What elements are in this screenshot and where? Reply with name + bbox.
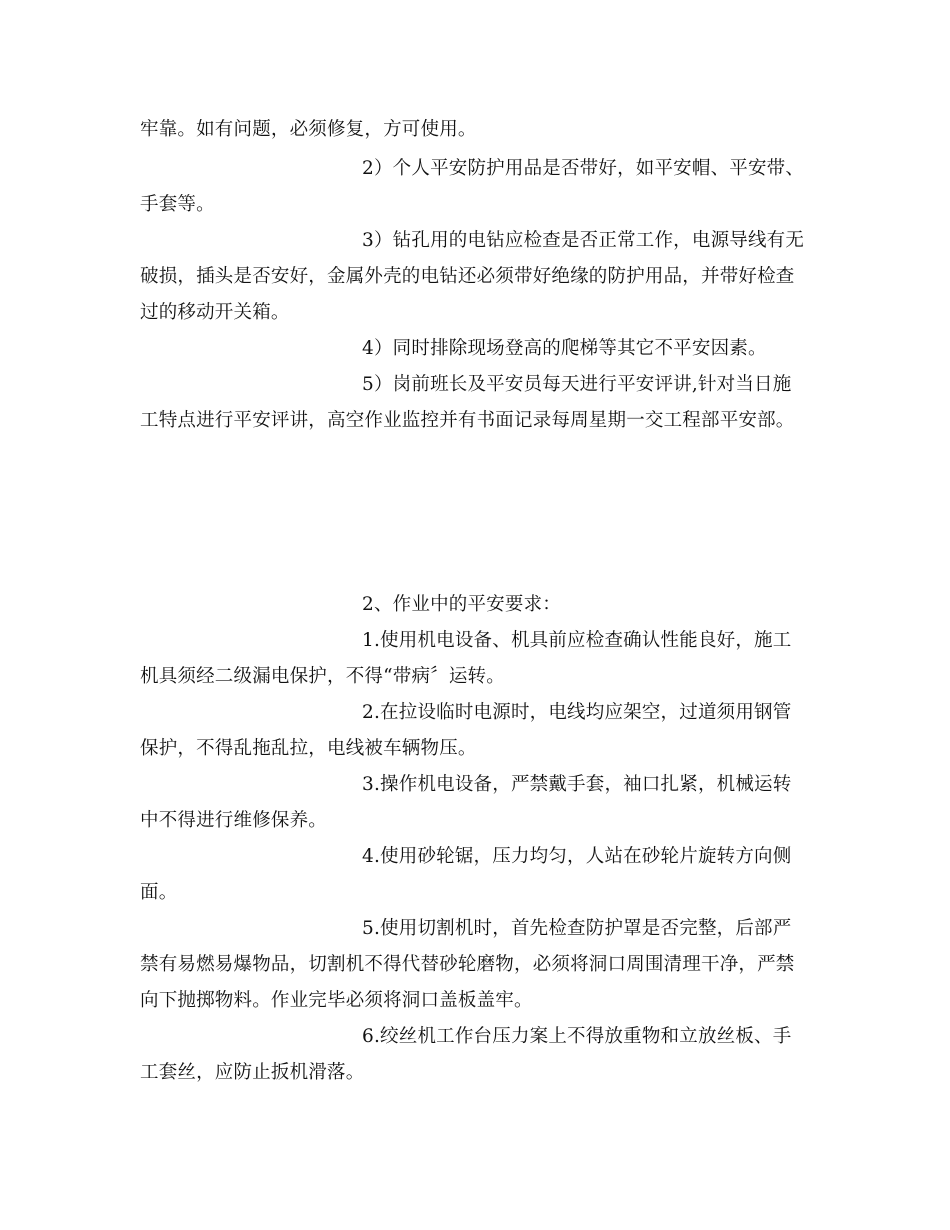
paragraph-line: 禁有易燃易爆物品，切割机不得代替砂轮磨物，必须将洞口周围清理干净，严禁 bbox=[140, 954, 795, 975]
paragraph-line: 工套丝，应防止扳机滑落。 bbox=[140, 1062, 365, 1083]
paragraph-line: 保护，不得乱拖乱拉，电线被车辆物压。 bbox=[140, 738, 477, 759]
paragraph-line: 2）个人平安防护用品是否带好，如平安帽、平安带、 bbox=[362, 158, 805, 179]
paragraph-line: 中不得进行维修保养。 bbox=[140, 810, 328, 831]
paragraph-line: 2.在拉设临时电源时，电线均应架空，过道须用钢管 bbox=[362, 702, 792, 723]
paragraph-line: 机具须经二级漏电保护，不得“带病〞运转。 bbox=[140, 666, 505, 687]
paragraph-line: 5）岗前班长及平安员每天进行平安评讲,针对当日施 bbox=[362, 374, 792, 395]
paragraph-line: 3.操作机电设备，严禁戴手套，袖口扎紧，机械运转 bbox=[362, 774, 792, 795]
paragraph-line: 面。 bbox=[140, 882, 178, 903]
paragraph-line: 4.使用砂轮锯，压力均匀，人站在砂轮片旋转方向侧 bbox=[362, 846, 792, 867]
section-heading: 2、作业中的平安要求： bbox=[362, 594, 561, 615]
paragraph-line: 向下抛掷物料。作业完毕必须将洞口盖板盖牢。 bbox=[140, 990, 533, 1011]
paragraph-line: 4）同时排除现场登高的爬梯等其它不平安因素。 bbox=[362, 338, 767, 359]
paragraph-line: 牢靠。如有问题，必须修复，方可使用。 bbox=[140, 119, 477, 140]
paragraph-line: 工特点进行平安评讲，高空作业监控并有书面记录每周星期一交工程部平安部。 bbox=[140, 410, 795, 431]
paragraph-line: 3）钻孔用的电钻应检查是否正常工作，电源导线有无 bbox=[362, 230, 805, 251]
paragraph-line: 过的移动开关箱。 bbox=[140, 302, 290, 323]
paragraph-line: 6.绞丝机工作台压力案上不得放重物和立放丝板、手 bbox=[362, 1026, 792, 1047]
paragraph-line: 破损，插头是否安好，金属外壳的电钻还必须带好绝缘的防护用品，并带好检查 bbox=[140, 266, 795, 287]
paragraph-line: 手套等。 bbox=[140, 194, 215, 215]
paragraph-line: 1.使用机电设备、机具前应检查确认性能良好，施工 bbox=[362, 630, 792, 651]
paragraph-line: 5.使用切割机时，首先检查防护罩是否完整，后部严 bbox=[362, 918, 792, 939]
